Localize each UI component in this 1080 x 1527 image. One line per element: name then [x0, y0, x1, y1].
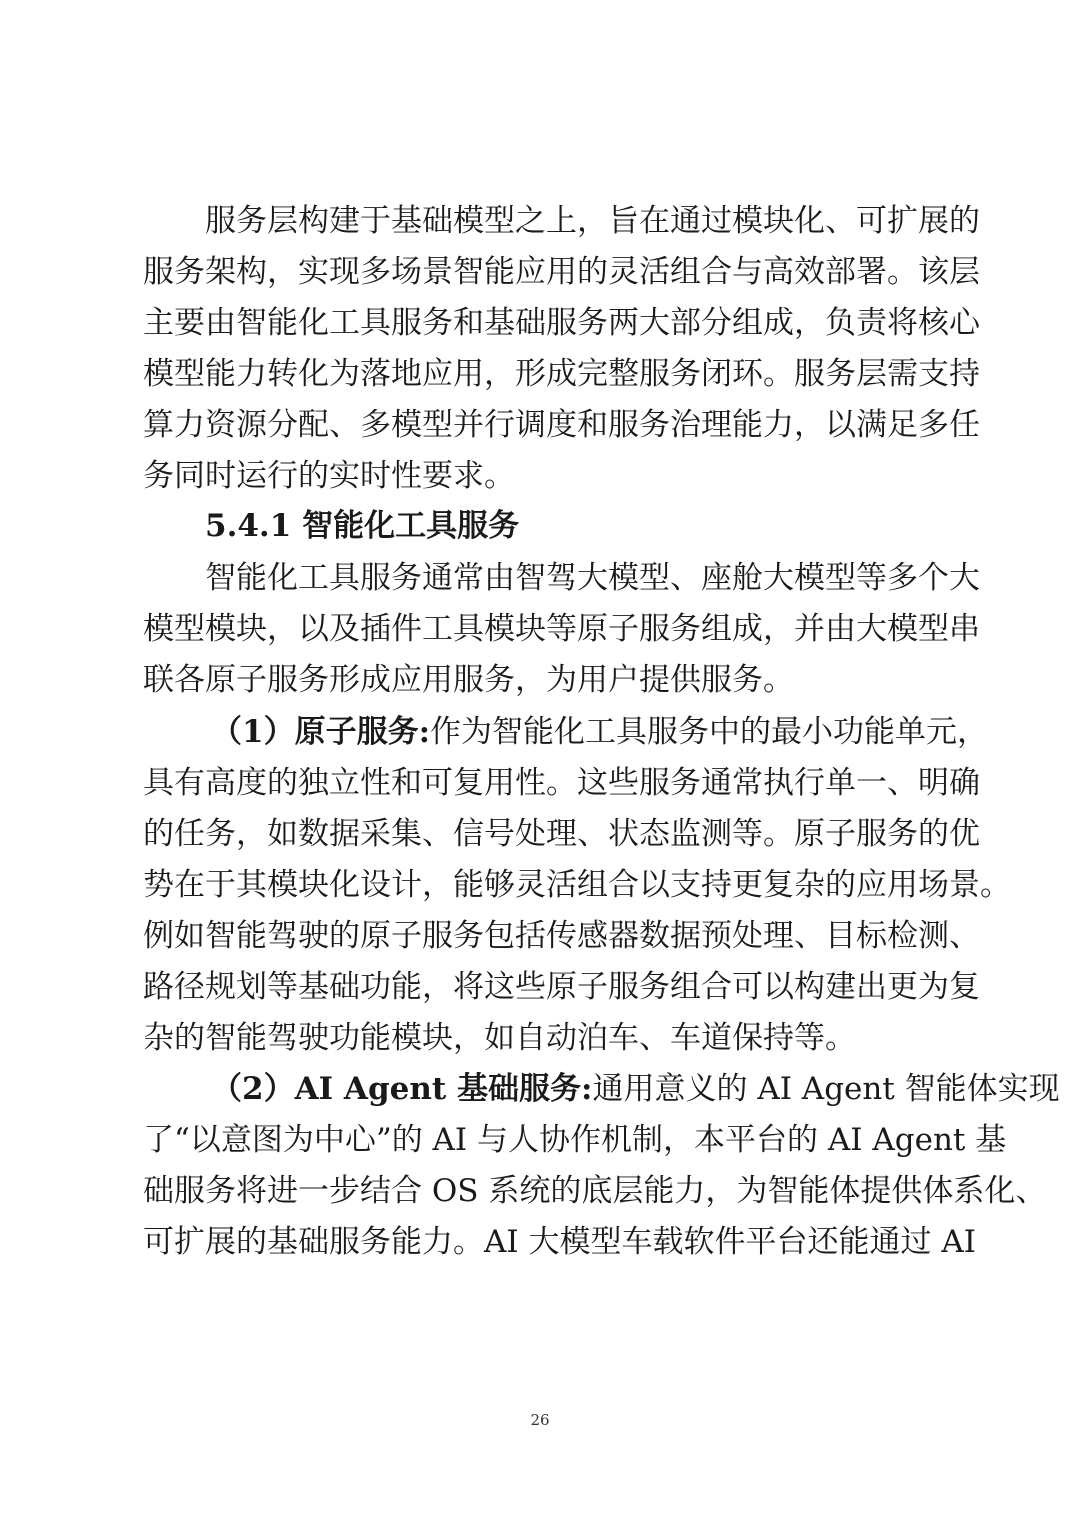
section-line-2: 模型模块，以及插件工具模块等原子服务组成，并由大模型串 [143, 611, 980, 647]
intro-line-6: 务同时运行的实时性要求。 [143, 458, 515, 494]
intro-line-1: 服务层构建于基础模型之上，旨在通过模块化、可扩展的 [205, 203, 980, 239]
item1-line-5: 例如智能驾驶的原子服务包括传感器数据预处理、目标检测、 [143, 918, 980, 954]
section-heading: 5.4.1 智能化工具服务 [205, 508, 520, 544]
item1-line-4: 势在于其模块化设计，能够灵活组合以支持更复杂的应用场景。 [143, 867, 1011, 903]
item1-label: （1）原子服务: [211, 714, 431, 750]
intro-line-4: 模型能力转化为落地应用，形成完整服务闭环。服务层需支持 [143, 356, 980, 392]
intro-line-3: 主要由智能化工具服务和基础服务两大部分组成，负责将核心 [143, 305, 980, 341]
item1-first-line [211, 706, 989, 758]
page-number: 26 [530, 1411, 550, 1429]
section-line-1: 智能化工具服务通常由智驾大模型、座舱大模型等多个大 [205, 560, 980, 596]
item2-first-line [211, 1063, 1060, 1115]
item1-line-3: 的任务，如数据采集、信号处理、状态监测等。原子服务的优 [143, 816, 980, 852]
item2-line-4: 可扩展的基础服务能力。AI 大模型车载软件平台还能通过 AI [143, 1224, 976, 1260]
item1-first-line-text: 作为智能化工具服务中的最小功能单元， [430, 714, 989, 750]
item1-line-6: 路径规划等基础功能，将这些原子服务组合可以构建出更为复 [143, 969, 980, 1005]
section-line-3: 联各原子服务形成应用服务，为用户提供服务。 [143, 662, 794, 698]
intro-line-5: 算力资源分配、多模型并行调度和服务治理能力，以满足多任 [143, 407, 980, 443]
item1-line-7: 杂的智能驾驶功能模块，如自动泊车、车道保持等。 [143, 1020, 856, 1056]
item2-label: （2）AI Agent 基础服务: [211, 1071, 593, 1107]
item2-first-line-text: 通用意义的 AI Agent 智能体实现 [592, 1071, 1060, 1107]
item1-line-2: 具有高度的独立性和可复用性。这些服务通常执行单一、明确 [143, 765, 980, 801]
item2-line-2: 了“以意图为中心”的 AI 与人协作机制，本平台的 AI Agent 基 [143, 1122, 1007, 1158]
item2-line-3: 础服务将进一步结合 OS 系统的底层能力，为智能体提供体系化、 [143, 1173, 1047, 1209]
intro-line-2: 服务架构，实现多场景智能应用的灵活组合与高效部署。该层 [143, 254, 980, 290]
